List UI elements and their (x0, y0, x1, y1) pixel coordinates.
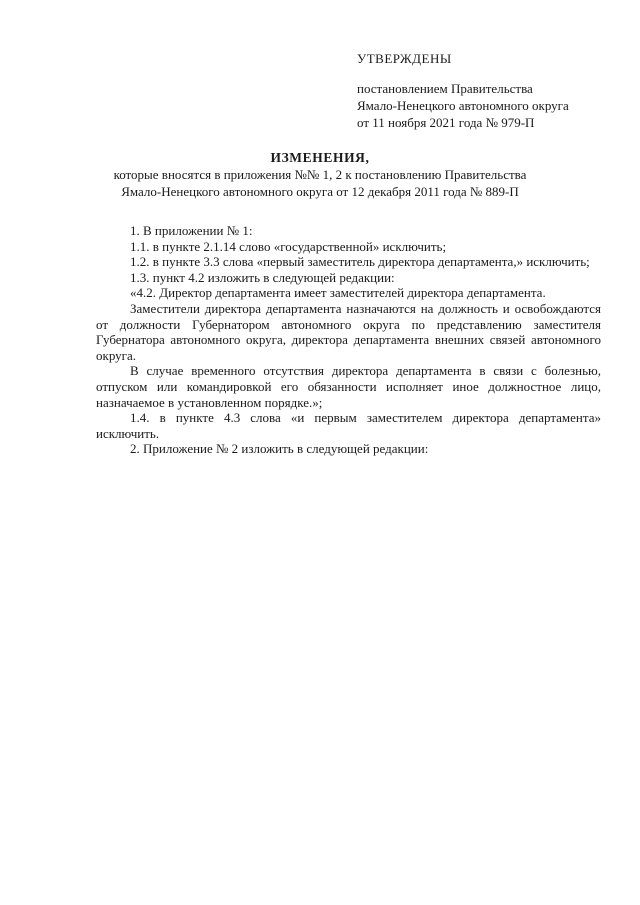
paragraph-1: 1. В приложении № 1: (130, 223, 253, 238)
paragraph-1-2: 1.2. в пункте 3.3 слова «первый заместитель директора департамента,» исключить; (130, 254, 590, 270)
paragraph-1-1: 1.1. в пункте 2.1.14 слово «государственной» исключить; (130, 238, 447, 254)
approval-line-3: от 11 ноября 2021 года № 979-П (357, 115, 535, 130)
heading-title: ИЗМЕНЕНИЯ, (270, 150, 370, 165)
paragraph-deputies: Заместители директора департамента назначаются на должность и освобождаются от должности Губернатором автономного округа по представлению заместителя Губернатора автономного округа, директора департамента внешних связей автономного округа. (96, 300, 601, 363)
paragraph-1-3: 1.3. пункт 4.2 изложить в следующей редакции: (130, 269, 395, 285)
approval-block (357, 50, 627, 131)
heading-line-1: которые вносятся в приложения №№ 1, 2 к постановлению Правительства (113, 167, 527, 182)
document-heading (60, 149, 580, 200)
document-body (96, 223, 601, 457)
approval-line-1: постановлением Правительства (357, 81, 533, 96)
paragraph-absence: В случае временного отсутствия директора департамента в связи с болезнью, отпуском или командировкой его обязанности исполняет иное должностное лицо, назначаемое в установленном порядке.»; (96, 363, 601, 410)
paragraph-4-2: «4.2. Директор департамента имеет заместителей директора департамента. (130, 285, 546, 301)
approved-title: УТВЕРЖДЕНЫ (357, 51, 452, 66)
heading-line-2: Ямало-Ненецкого автономного округа от 12 декабря 2011 года № 889-П (121, 184, 519, 199)
paragraph-2: 2. Приложение № 2 изложить в следующей редакции: (130, 441, 429, 457)
paragraph-1-4: 1.4. в пункте 4.3 слова «и первым заместителем директора департамента» исключить. (96, 410, 601, 441)
approval-line-2: Ямало-Ненецкого автономного округа (357, 98, 569, 113)
